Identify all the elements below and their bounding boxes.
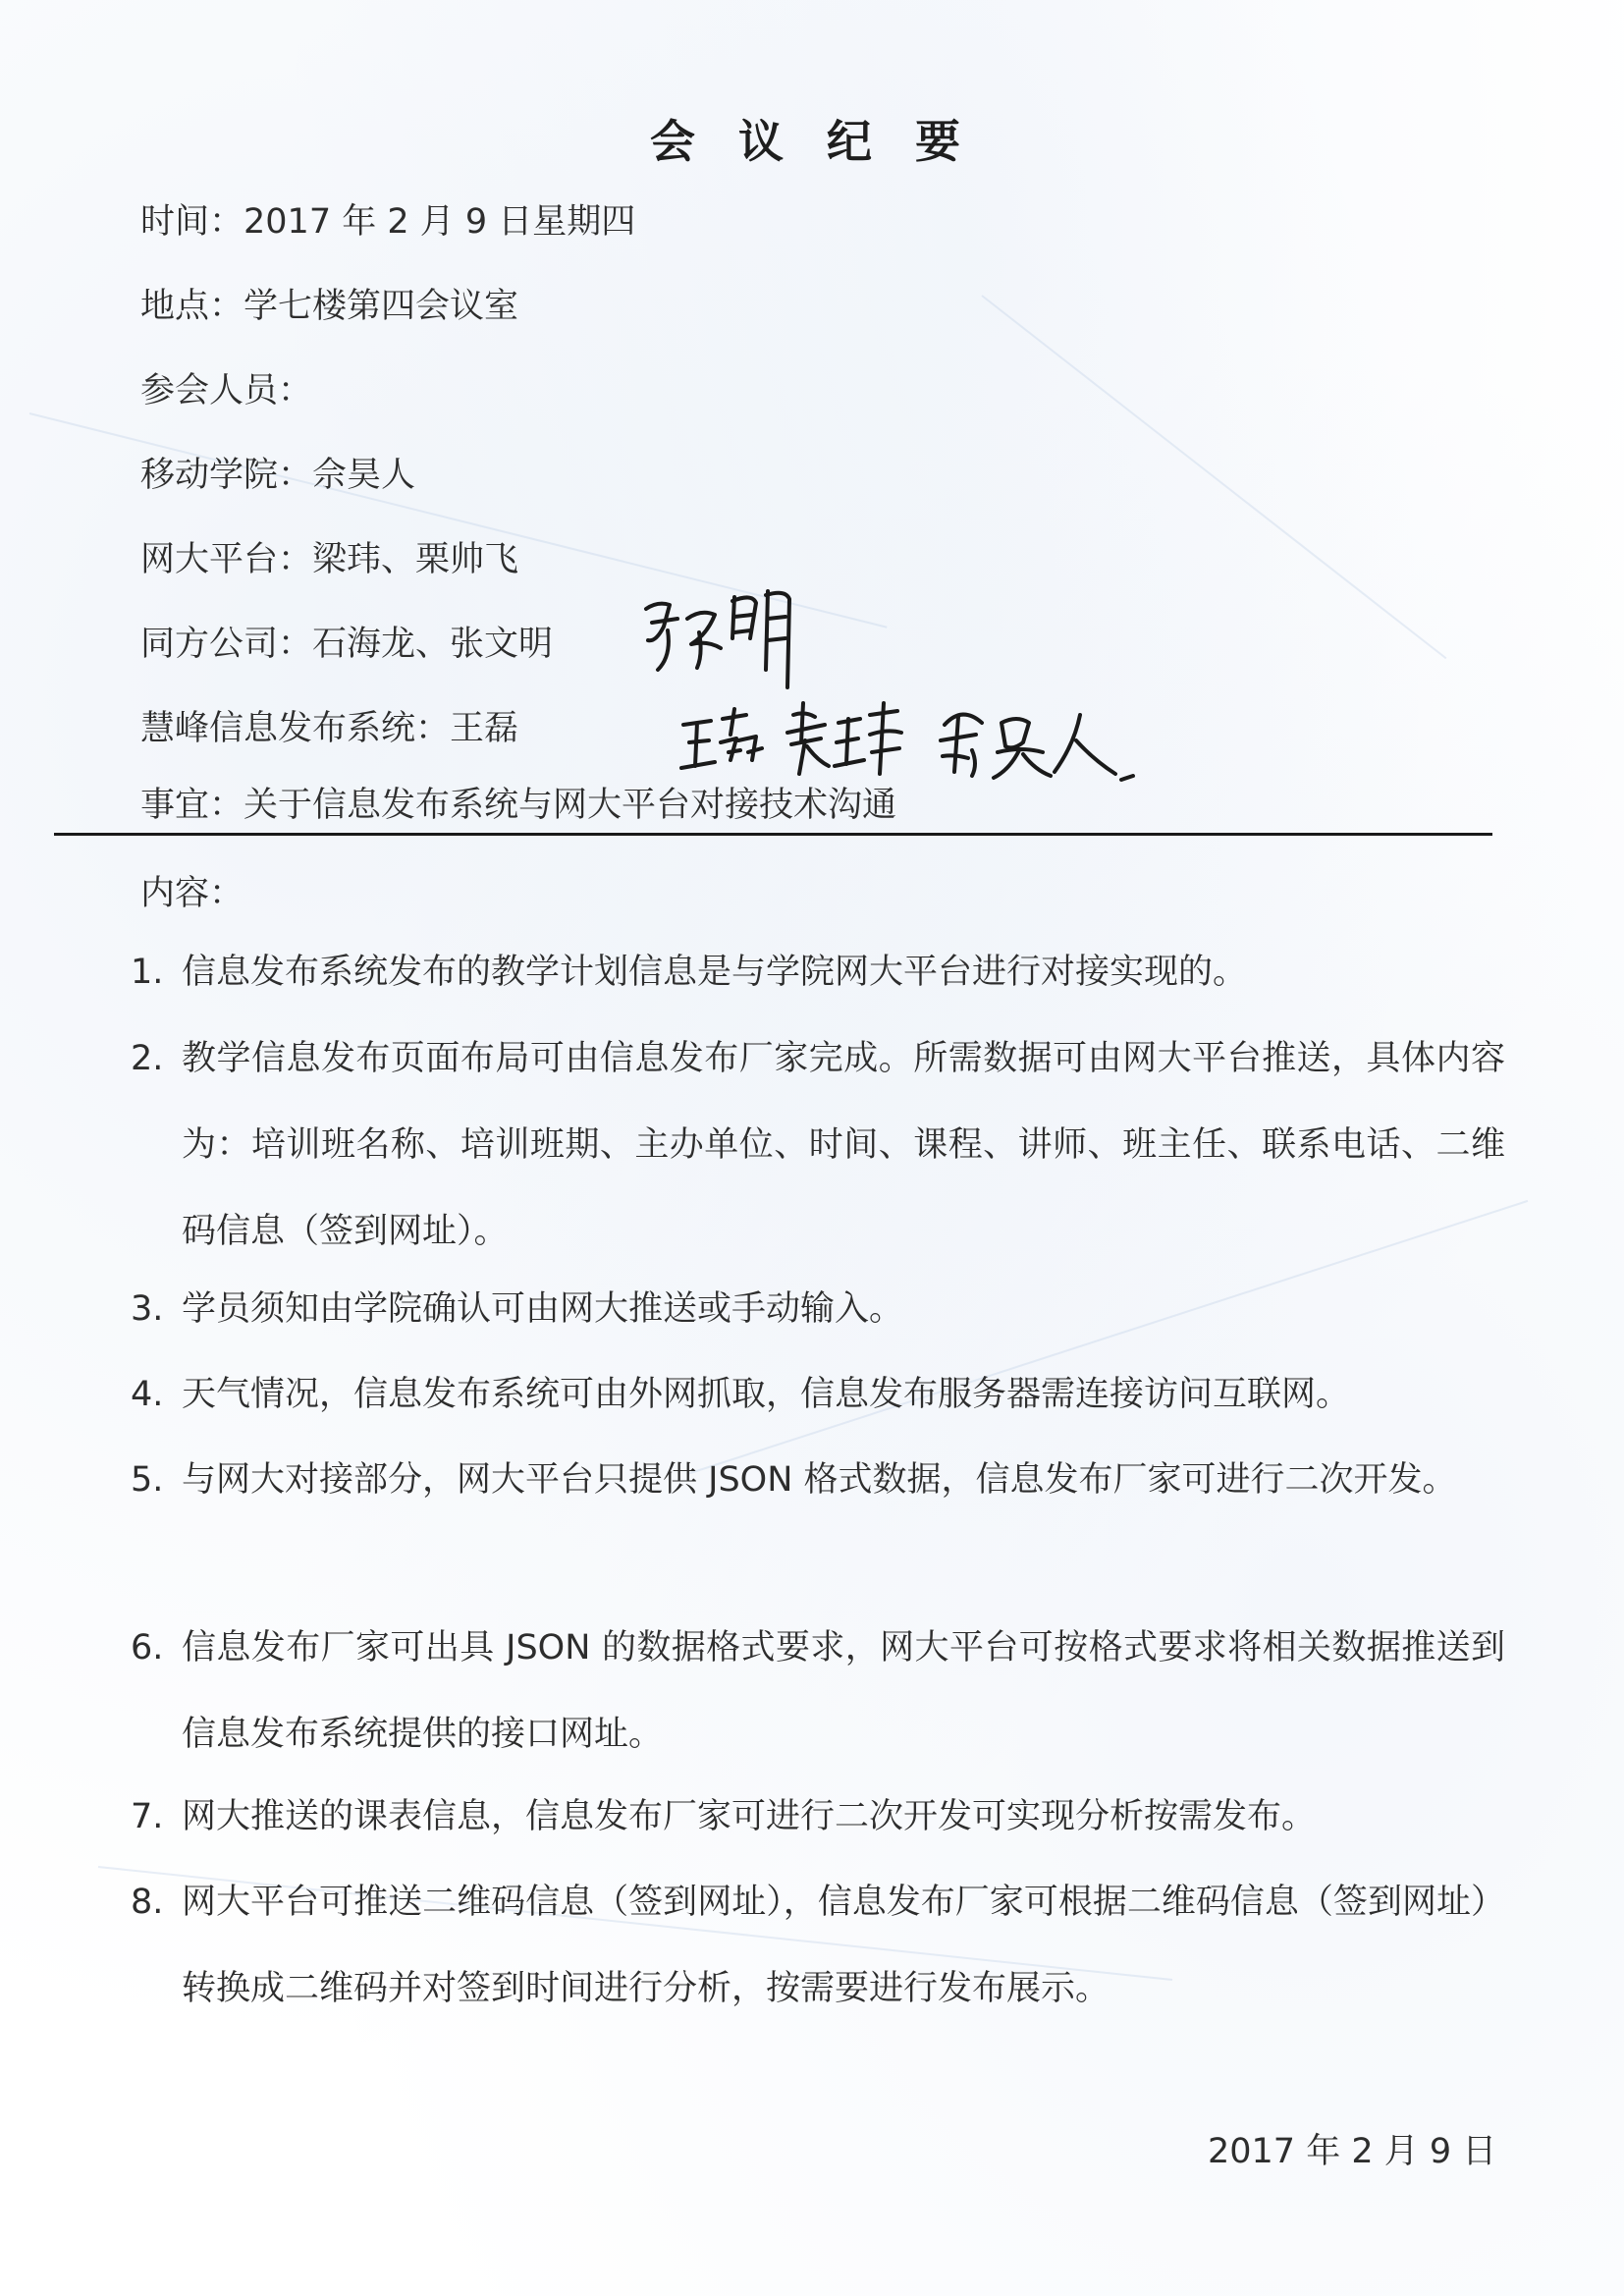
item-number: 3. (131, 1289, 164, 1329)
content-item (131, 1859, 1505, 2032)
attendee-row (140, 617, 553, 666)
attendee-names: 佘昊人 (312, 456, 416, 495)
item-text: 信息发布厂家可出具 JSON 的数据格式要求，网大平台可按格式要求将相关数据推送到信息发布系统提供的接口网址。 (182, 1628, 1505, 1754)
content-item (131, 1605, 1505, 1777)
content-item (131, 1437, 1505, 1523)
attendee-org: 移动学院： (140, 456, 313, 495)
place-label: 地点： (140, 287, 244, 326)
attendees-heading: 参会人员： (140, 371, 313, 410)
paper-crease (29, 412, 888, 629)
item-text: 天气情况，信息发布系统可由外网抓取，信息发布服务器需连接访问互联网。 (182, 1375, 1351, 1414)
content-item (131, 929, 1505, 1015)
document-date: 2017 年 2 月 9 日 (1208, 2132, 1497, 2171)
content-item (131, 1266, 1505, 1352)
item-number: 7. (131, 1797, 164, 1836)
meeting-time (140, 194, 635, 244)
item-number: 8. (131, 1883, 164, 1922)
item-number: 5. (131, 1460, 164, 1500)
item-text: 学员须知由学院确认可由网大推送或手动输入。 (182, 1289, 904, 1329)
item-text: 与网大对接部分，网大平台只提供 JSON 格式数据，信息发布厂家可进行二次开发。 (182, 1460, 1457, 1500)
document-title: 会 议 纪 要 (649, 115, 975, 168)
item-number: 2. (131, 1039, 164, 1078)
item-text: 网大推送的课表信息，信息发布厂家可进行二次开发可实现分析按需发布。 (182, 1797, 1317, 1836)
attendee-org: 网大平台： (140, 540, 313, 579)
attendee-names: 石海龙、张文明 (312, 625, 554, 664)
item-number: 1. (131, 953, 164, 992)
subject-value: 关于信息发布系统与网大平台对接技术沟通 (244, 786, 897, 825)
place-value: 学七楼第四会议室 (244, 287, 519, 326)
item-number: 4. (131, 1375, 164, 1414)
attendee-names: 梁玮、栗帅飞 (312, 540, 519, 579)
meeting-subject (140, 778, 896, 827)
item-text: 信息发布系统发布的教学计划信息是与学院网大平台进行对接实现的。 (182, 953, 1248, 992)
item-text: 网大平台可推送二维码信息（签到网址），信息发布厂家可根据二维码信息（签到网址）转换成二维码并对签到时间进行分析，按需要进行发布展示。 (182, 1883, 1505, 2008)
content-heading: 内容： (140, 874, 244, 913)
meeting-place (140, 279, 518, 328)
header-divider (54, 833, 1492, 836)
time-label: 时间： (140, 202, 244, 242)
attendee-org: 同方公司： (140, 625, 313, 664)
content-item (131, 1774, 1505, 1860)
content-item (131, 1351, 1505, 1438)
subject-label: 事宜： (140, 786, 244, 825)
attendee-row (140, 532, 518, 581)
time-value: 2017 年 2 月 9 日星期四 (244, 202, 636, 242)
attendee-org: 慧峰信息发布系统： (140, 709, 451, 748)
paper-crease (981, 295, 1446, 659)
attendee-row (140, 448, 415, 497)
content-item (131, 1015, 1505, 1275)
attendee-names: 王磊 (450, 709, 519, 748)
signature-zhang-wenming (628, 579, 825, 697)
item-text: 教学信息发布页面布局可由信息发布厂家完成。所需数据可由网大平台推送，具体内容为：培训班名称、培训班期、主办单位、时间、课程、讲师、班主任、联系电话、二维码信息（签到网址）。 (182, 1039, 1505, 1251)
signature-row (677, 695, 1149, 784)
attendee-row (140, 701, 518, 750)
item-number: 6. (131, 1628, 164, 1667)
